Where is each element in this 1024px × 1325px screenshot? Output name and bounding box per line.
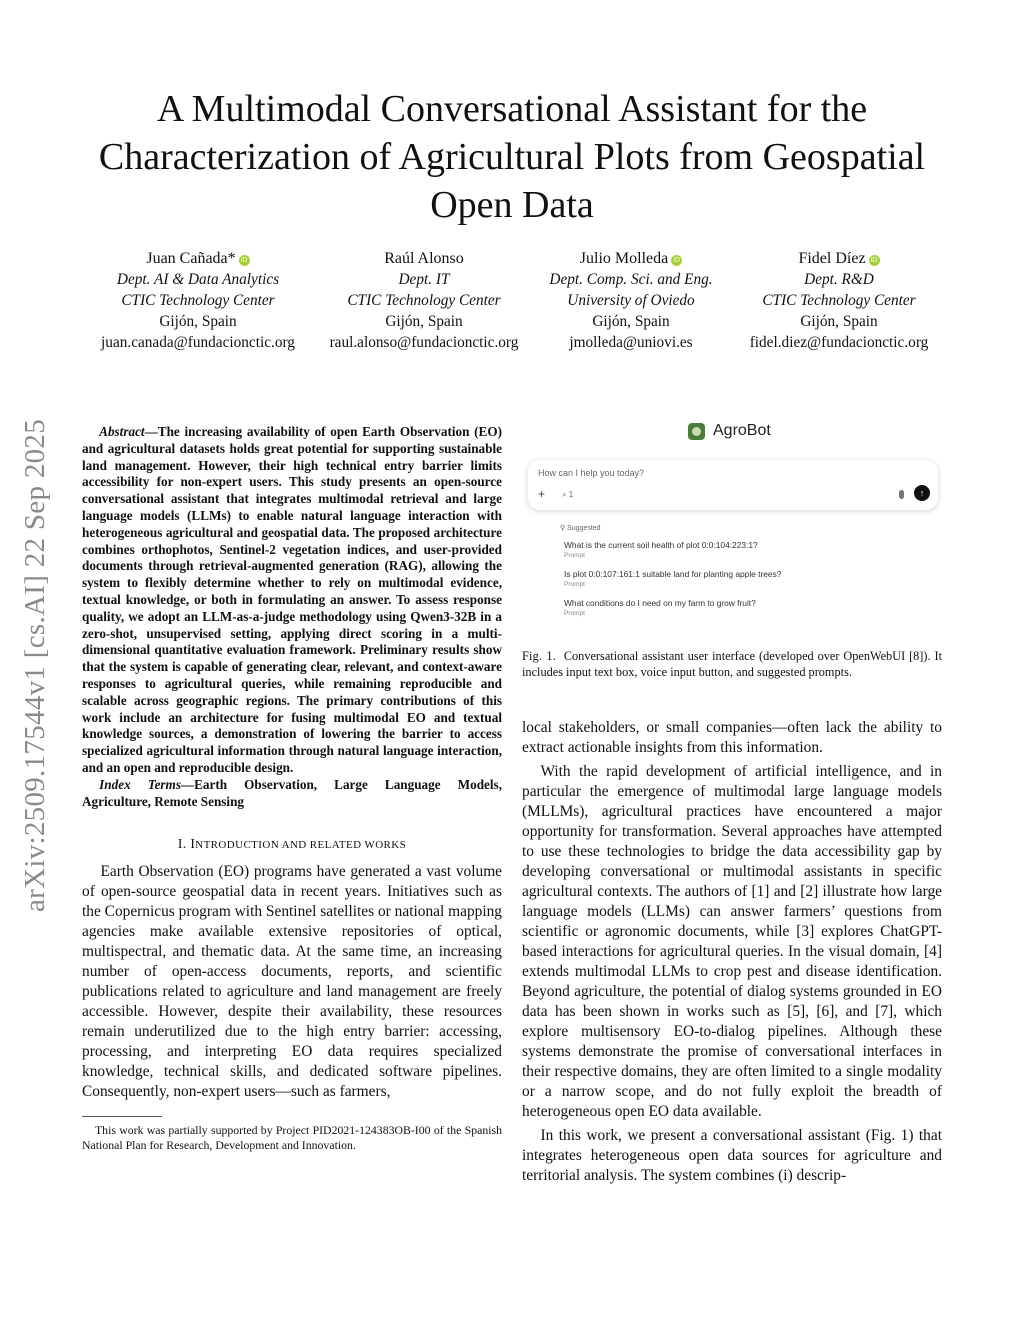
- figure-caption: [522, 648, 942, 680]
- footnote: This work was partially supported by Project PID2021-124383OB-I00 of the Spanish National Plan for Research, Development and Innovation.: [82, 1123, 502, 1153]
- author-3: [531, 248, 731, 353]
- caption-text: Conversational assistant user interface (developed over OpenWebUI [8]). It includes input text box, voice input button, and suggested prompts.: [522, 649, 942, 679]
- suggested-prompt[interactable]: What is the current soil health of plot 0:0:104:223:1? Prompt: [564, 540, 758, 559]
- author-city: Gijón, Spain: [592, 313, 670, 330]
- attachment-icon[interactable]: ⌕ 1: [562, 490, 574, 499]
- author-org: CTIC Technology Center: [347, 292, 501, 309]
- author-dept: Dept. IT: [398, 271, 450, 288]
- author-name: Raúl Alonso: [384, 250, 464, 267]
- app-name: AgroBot: [713, 422, 771, 439]
- body-paragraph: With the rapid development of artificial intelligence, and in particular the emergence of multimodal large language models (MLLMs), agricultural practices have encountered a major opportunity for transformation. Several approaches have attempted to use these technologies to bridge the data accessibility gap by developing conversational or multimodal assistants in specific agricultural contexts. The authors of [1] and [2] illustrate how large language models (LLMs) can answer farmers’ questions from scientific or agronomic documents, while [3] explores ChatGPT-based interactions for agricultural queries. In the visual domain, [4] extends multimodal LLMs to crop pest and disease identification. Beyond agriculture, the potential of dialog systems grounded in EO data has been shown in works such as [5], [6], and [7], which explore multisensory EO-to-dialog pipelines. Although these systems demonstrate the promise of conversational interfaces in their respective domains, they are often limited to a single modality or a narrow scope, and do not fully exploit the breadth of heterogeneous open EO data available.: [522, 763, 942, 1120]
- orcid-icon[interactable]: iD: [239, 255, 250, 266]
- author-email[interactable]: fidel.diez@fundacionctic.org: [749, 334, 929, 351]
- author-email[interactable]: raul.alonso@fundacionctic.org: [329, 334, 519, 351]
- author-block: [88, 248, 948, 358]
- caption-label: Fig. 1.: [522, 649, 557, 663]
- orcid-icon[interactable]: iD: [671, 255, 682, 266]
- suggested-label: ⚲ Suggested: [560, 525, 601, 532]
- suggested-prompt[interactable]: What conditions do I need on my farm to grow fruit? Prompt: [564, 598, 756, 617]
- microphone-icon[interactable]: [899, 490, 904, 499]
- footnote-rule: [82, 1116, 162, 1117]
- author-email[interactable]: juan.canada@fundacionctic.org: [101, 334, 295, 351]
- author-name: Fidel Díez: [798, 250, 866, 267]
- left-column: [82, 424, 502, 1153]
- intro-paragraph: Earth Observation (EO) programs have generated a vast volume of open-source geospatial data in recent years. Initiatives such as the Copernicus program with Sentinel satellites or national mapping agencies make available extensive repositories of optical, multispectral, and thematic data. At the same time, an increasing number of open-access documents, reports, and scientific publications related to agriculture and land management are freely accessible. However, despite their availability, these resources remain underutilized due to the high entry barrier: accessing, processing, and interpreting EO data requires specialized knowledge, technical skills, and dedicated software pipelines. Consequently, non-expert users—such as farmers,: [82, 863, 502, 1101]
- suggested-prompt[interactable]: Is plot 0:0:107:161:1 suitable land for planting apple trees? Prompt: [564, 569, 782, 588]
- author-4: [734, 248, 944, 353]
- orcid-icon[interactable]: iD: [869, 255, 880, 266]
- author-city: Gijón, Spain: [385, 313, 463, 330]
- author-dept: Dept. R&D: [804, 271, 874, 288]
- body-paragraph: In this work, we present a conversational assistant (Fig. 1) that integrates heterogeneous open data sources for agriculture and territorial analysis. The system combines (i) descrip-: [522, 1127, 942, 1184]
- figure-1-screenshot: [522, 404, 942, 636]
- author-2: [314, 248, 534, 353]
- right-column: [522, 404, 942, 1186]
- section-heading: I. INTRODUCTION AND RELATED WORKS: [177, 836, 407, 852]
- author-org: CTIC Technology Center: [121, 292, 275, 309]
- author-name: Julio Molleda: [579, 250, 669, 267]
- app-header: [688, 422, 771, 440]
- agrobot-logo-icon: [688, 423, 705, 440]
- plus-icon[interactable]: +: [538, 487, 546, 501]
- abstract-label: Abstract: [99, 424, 145, 439]
- author-name: Juan Cañada*: [146, 250, 236, 267]
- abstract-text: —The increasing availability of open Earth Observation (EO) and agricultural datasets holds great potential for supporting sustainable land management. However, their high technical entry barrier limits accessibility for non-expert users. This study presents an open-source conversational assistant that integrates multimodal retrieval and large language models (LLMs) to enable natural language interaction with heterogeneous agricultural and geospatial data. The proposed architecture combines orthophotos, Sentinel-2 vegetation indices, and user-provided documents through retrieval-augmented generation (RAG), allowing the system to flexibly determine whether to rely on multimodal evidence, textual knowledge, or both in formulating an answer. To assess response quality, we adopt an LLM-as-a-judge methodology using Qwen3-32B in a zero-shot, unsupervised setting, applying direct scoring in a multi-dimensional quantitative evaluation framework. Preliminary results show that the system is capable of generating clear, relevant, and context-aware responses to agricultural queries, while remaining reproducible and scalable across geographic regions. The primary contributions of this work include an architecture for fusing multimodal EO and textual knowledge sources, a demonstration of lowering the barrier to access specialized agricultural information through natural language interaction, and an open and reproducible design.: [82, 424, 502, 775]
- index-terms-label: Index Terms: [99, 776, 181, 792]
- arxiv-stamp-text: arXiv:2509.17544v1 [cs.AI] 22 Sep 2025: [19, 418, 52, 912]
- chat-input-box[interactable]: [528, 460, 938, 510]
- author-org: CTIC Technology Center: [762, 292, 916, 309]
- author-1: [88, 248, 308, 353]
- author-city: Gijón, Spain: [159, 313, 237, 330]
- body-paragraph: local stakeholders, or small companies—often lack the ability to extract actionable insights from this information.: [522, 719, 942, 756]
- abstract: [82, 424, 502, 777]
- author-dept: Dept. AI & Data Analytics: [116, 271, 280, 288]
- spacer: [522, 680, 942, 718]
- author-org: University of Oviedo: [567, 292, 695, 309]
- author-email[interactable]: jmolleda@uniovi.es: [569, 334, 693, 351]
- chat-input-placeholder[interactable]: How can I help you today?: [538, 468, 645, 478]
- author-dept: Dept. Comp. Sci. and Eng.: [549, 271, 713, 288]
- index-terms-text: —Earth Observation, Large Language Models, Agriculture, Remote Sensing: [82, 776, 502, 809]
- arxiv-stamp: [14, 375, 58, 955]
- index-terms: [82, 777, 502, 811]
- send-button[interactable]: ↑: [914, 485, 930, 501]
- author-city: Gijón, Spain: [800, 313, 878, 330]
- paper-title: A Multimodal Conversational Assistant for the Characterization of Agricultural Plots from Geospatial Open Data: [98, 88, 926, 226]
